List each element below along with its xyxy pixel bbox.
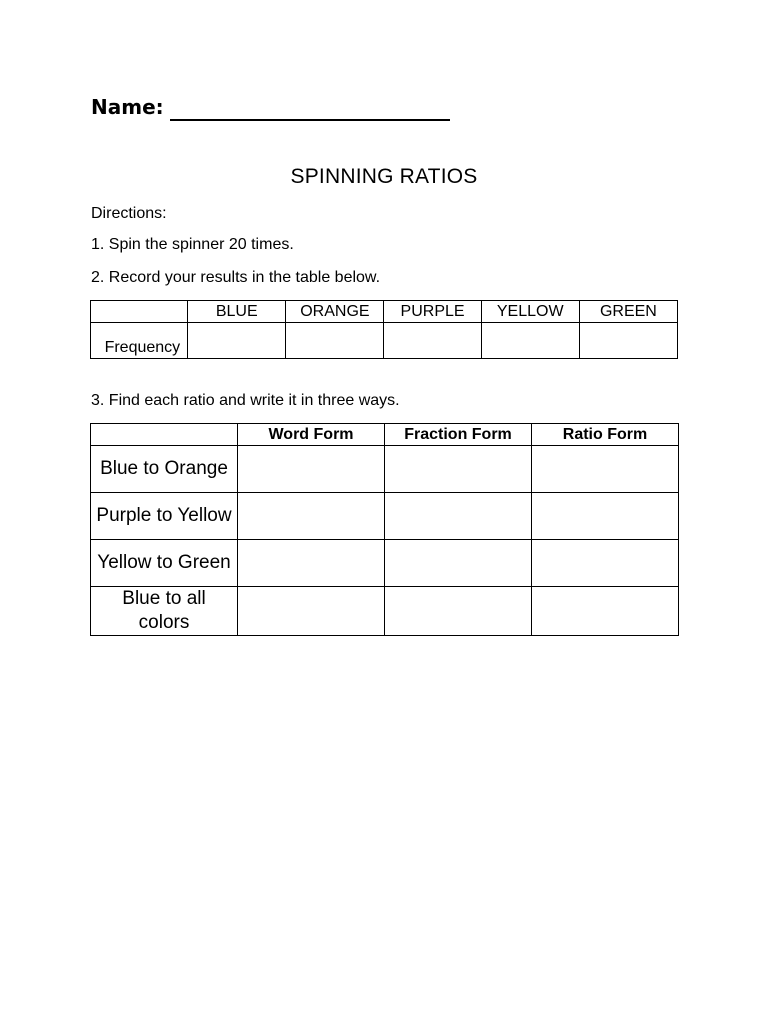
fraction-form-cell[interactable] [385, 540, 532, 587]
ratio-table [90, 423, 679, 636]
frequency-corner-cell [91, 301, 188, 323]
ratio-corner-cell [91, 424, 238, 446]
word-form-cell[interactable] [238, 493, 385, 540]
frequency-header-row [91, 301, 678, 323]
ratio-row-label: Purple to Yellow [91, 493, 238, 540]
column-header-purple: PURPLE [384, 301, 481, 323]
ratio-row-label: Yellow to Green [91, 540, 238, 587]
word-form-cell[interactable] [238, 587, 385, 636]
word-form-cell[interactable] [238, 446, 385, 493]
name-label: Name: [91, 95, 164, 119]
column-header-word-form: Word Form [238, 424, 385, 446]
ratio-row-label: Blue to Orange [91, 446, 238, 493]
frequency-table [90, 300, 678, 359]
worksheet-title: SPINNING RATIOS [290, 165, 478, 188]
frequency-cell-green[interactable] [579, 323, 677, 359]
word-form-cell[interactable] [238, 540, 385, 587]
name-blank-line[interactable] [170, 97, 450, 121]
ratio-form-cell[interactable] [532, 493, 679, 540]
column-header-fraction-form: Fraction Form [385, 424, 532, 446]
column-header-blue: BLUE [188, 301, 286, 323]
ratio-row [91, 446, 679, 493]
fraction-form-cell[interactable] [385, 587, 532, 636]
ratio-row [91, 587, 679, 636]
directions-label: Directions: [91, 205, 167, 222]
column-header-orange: ORANGE [286, 301, 384, 323]
column-header-ratio-form: Ratio Form [532, 424, 679, 446]
ratio-form-cell[interactable] [532, 587, 679, 636]
ratio-form-cell[interactable] [532, 446, 679, 493]
frequency-cell-blue[interactable] [188, 323, 286, 359]
ratio-header-row [91, 424, 679, 446]
frequency-row-label: Frequency [91, 323, 188, 359]
fraction-form-cell[interactable] [385, 446, 532, 493]
frequency-cell-orange[interactable] [286, 323, 384, 359]
step-2: 2. Record your results in the table below. [91, 269, 381, 286]
frequency-cell-purple[interactable] [384, 323, 481, 359]
step-1: 1. Spin the spinner 20 times. [91, 236, 294, 253]
ratio-row [91, 493, 679, 540]
name-field [91, 93, 450, 121]
ratio-row [91, 540, 679, 587]
frequency-cell-yellow[interactable] [481, 323, 579, 359]
ratio-form-cell[interactable] [532, 540, 679, 587]
frequency-row [91, 323, 678, 359]
fraction-form-cell[interactable] [385, 493, 532, 540]
column-header-green: GREEN [579, 301, 677, 323]
step-3: 3. Find each ratio and write it in three ways. [91, 392, 400, 409]
ratio-row-label: Blue to all colors [91, 587, 238, 636]
column-header-yellow: YELLOW [481, 301, 579, 323]
